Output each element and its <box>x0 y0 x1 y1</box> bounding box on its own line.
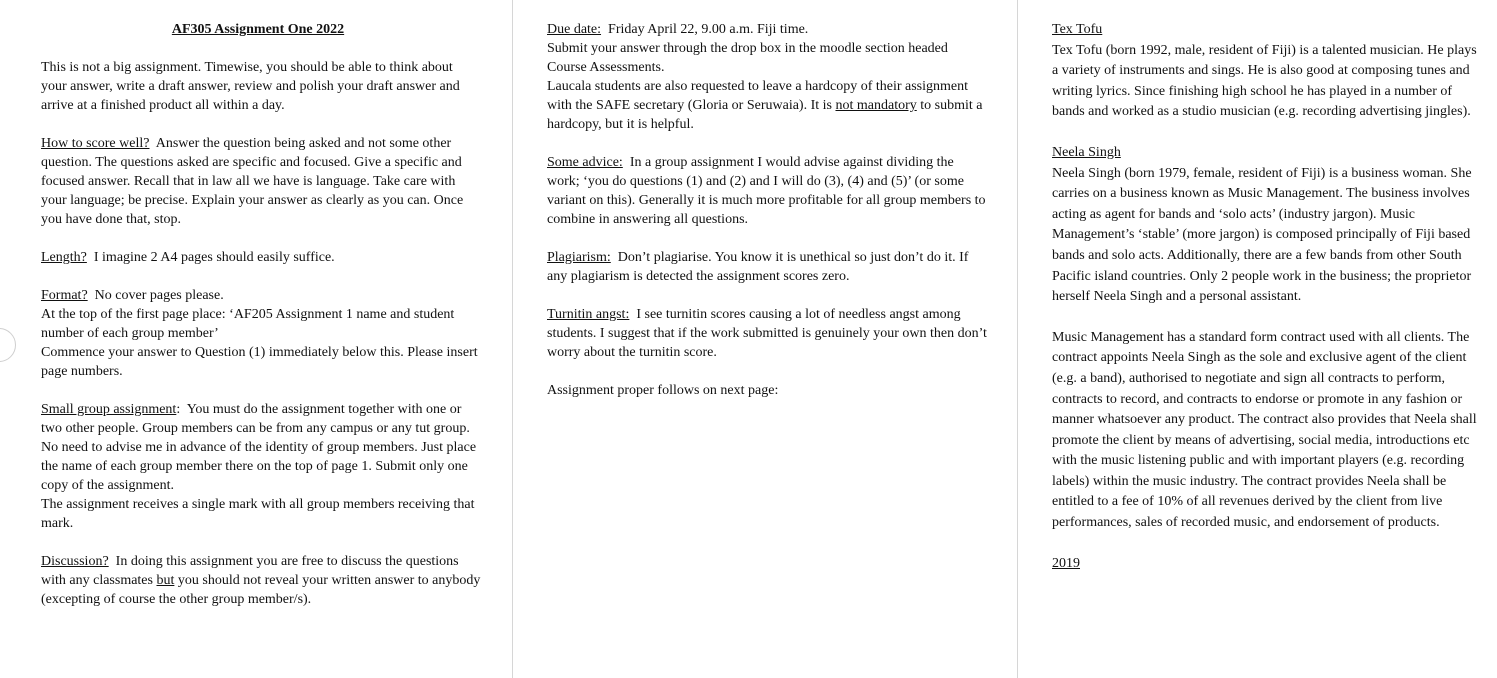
format-paragraph <box>41 286 481 381</box>
turnitin-heading: Turnitin angst: <box>547 307 630 322</box>
column-2 <box>512 0 1017 678</box>
length-text: I imagine 2 A4 pages should easily suffice. <box>93 250 335 265</box>
length-paragraph <box>41 248 481 267</box>
format-heading: Format? <box>41 288 88 303</box>
due-date-text: Friday April 22, 9.00 a.m. Fiji time. <box>608 22 809 37</box>
tex-tofu-section <box>1052 20 1486 123</box>
page-title: AF305 Assignment One 2022 <box>171 22 345 37</box>
turnitin-paragraph <box>547 305 987 362</box>
small-group-paragraph: Small group assignment: You must do the assignment together with one or two other people. Group members can be from any campus or any tut group. No need to advise me in advance of the identity of group members. Just place the name of each group member there on the top of page 1. Submit only one copy of the assignment. The assignment receives a single mark with all group members receiving that mark. <box>41 400 481 533</box>
small-group-text-1: You must do the assignment together with one or two other people. Group members can be from any campus or any tut group. <box>41 402 470 436</box>
due-date-heading: Due date: <box>547 22 602 37</box>
plagiarism-paragraph <box>547 248 987 286</box>
format-text-3: Commence your answer to Question (1) immediately below this. Please insert page numbers. <box>41 345 478 379</box>
advice-heading: Some advice: <box>547 155 623 170</box>
neela-singh-text: Neela Singh (born 1979, female, resident of Fiji) is a business woman. She carries on a business known as Music Management. The business involves acting as agent for bands and ‘solo acts’ (industry jargon). Music Management’s ‘stable’ (more jargon) is composed principally of Fiji based bands and solo acts. Additionally, there are a few bands from other South Pacific island countries. Only 2 people work in the business; the proprietor herself Neela Singh and a personal assistant. <box>1052 165 1472 305</box>
discussion-paragraph <box>41 552 481 609</box>
format-text-1: No cover pages please. <box>94 288 224 303</box>
length-heading: Length? <box>41 250 87 265</box>
not-mandatory-text: not mandatory <box>835 98 917 113</box>
turnitin-text: I see turnitin scores causing a lot of needless angst among students. I suggest that if the work submitted is genuinely your own then don’t worry about the turnitin score. <box>547 307 987 360</box>
advice-text: In a group assignment I would advise against dividing the work; ‘you do questions (1) and (2) and I will do (3), (4) and (5)’ (or some variant on this). Generally it is much more profitable for all group members to combine in answering all questions. <box>547 155 986 227</box>
plagiarism-text: Don’t plagiarise. You know it is unethical so just don’t do it. If any plagiarism is detected the assignment scores zero. <box>547 250 969 284</box>
contract-paragraph: Music Management has a standard form contract used with all clients. The contract appoints Neela Singh as the sole and exclusive agent of the client (e.g. a band), authorised to negotiate and sign all contracts to perform, contracts to record, and contracts to endorse or promote in any fashion or manner whatsoever any product. The contract also provides that Neela shall promote the client by means of advertising, social media, introductions etc with the music listening public and with important players (e.g. recording labels) within the music industry. The contract provides Neela shall be entitled to a fee of 10% of all revenues derived by the client from live performances, sales of recorded music, and endorsement of products. <box>1052 329 1477 531</box>
small-group-text-3: The assignment receives a single mark with all group members receiving that mark. <box>41 497 475 531</box>
assignment-proper-note: Assignment proper follows on next page: <box>547 383 779 398</box>
advice-paragraph <box>547 153 987 229</box>
small-group-text-2: No need to advise me in advance of the identity of group members. Just place the name of each group member there on the top of page 1. Submit only one copy of the assignment. <box>41 440 477 493</box>
year-label: 2019 <box>1052 555 1080 571</box>
tex-tofu-heading: Tex Tofu <box>1052 22 1103 37</box>
discussion-heading: Discussion? <box>41 554 109 569</box>
due-date-paragraph <box>547 20 987 134</box>
discussion-but: but <box>156 573 175 588</box>
small-group-heading: Small group assignment <box>41 402 177 417</box>
column-1 <box>0 0 512 678</box>
plagiarism-heading: Plagiarism: <box>547 250 611 265</box>
submit-text: Submit your answer through the drop box in the moodle section headed Course Assessments. <box>547 41 948 75</box>
neela-singh-heading: Neela Singh <box>1052 144 1121 160</box>
intro-paragraph: This is not a big assignment. Timewise, you should be able to think about your answer, write a draft answer, review and polish your draft answer and arrive at a finished product all within a day. <box>41 60 460 113</box>
discussion-text-b: you should not reveal your written answer to anybody (excepting of course the other group member/s). <box>41 573 481 607</box>
score-well-heading: How to score well? <box>41 136 150 151</box>
format-text-2: At the top of the first page place: ‘AF205 Assignment 1 name and student number of each group member’ <box>41 307 455 341</box>
neela-singh-section <box>1052 143 1486 308</box>
tex-tofu-text: Tex Tofu (born 1992, male, resident of Fiji) is a talented musician. He plays a variety of instruments and sings. He is also good at composing tunes and writing lyrics. Since finishing high school he has played in a number of bands and worked as a studio musician (e.g. recording advertising jingles). <box>1052 42 1477 120</box>
column-3 <box>1017 0 1497 678</box>
hardcopy-text: Laucala students are also requested to leave a hardcopy of their assignment with the SAFE secretary (Gloria or Seruwaia). It is not mandatory to submit a hardcopy, but it is helpful. <box>547 79 983 132</box>
score-well-paragraph <box>41 134 481 229</box>
discussion-text-a: In doing this assignment you are free to discuss the questions with any classmates <box>41 554 459 588</box>
score-well-text: Answer the question being asked and not some other question. The questions asked are specific and focused. Give a specific and focused answer. Recall that in law all we have is language. Take care with your language; be precise. Explain your answer as clearly as you can. Once you have done that, stop. <box>41 136 464 227</box>
